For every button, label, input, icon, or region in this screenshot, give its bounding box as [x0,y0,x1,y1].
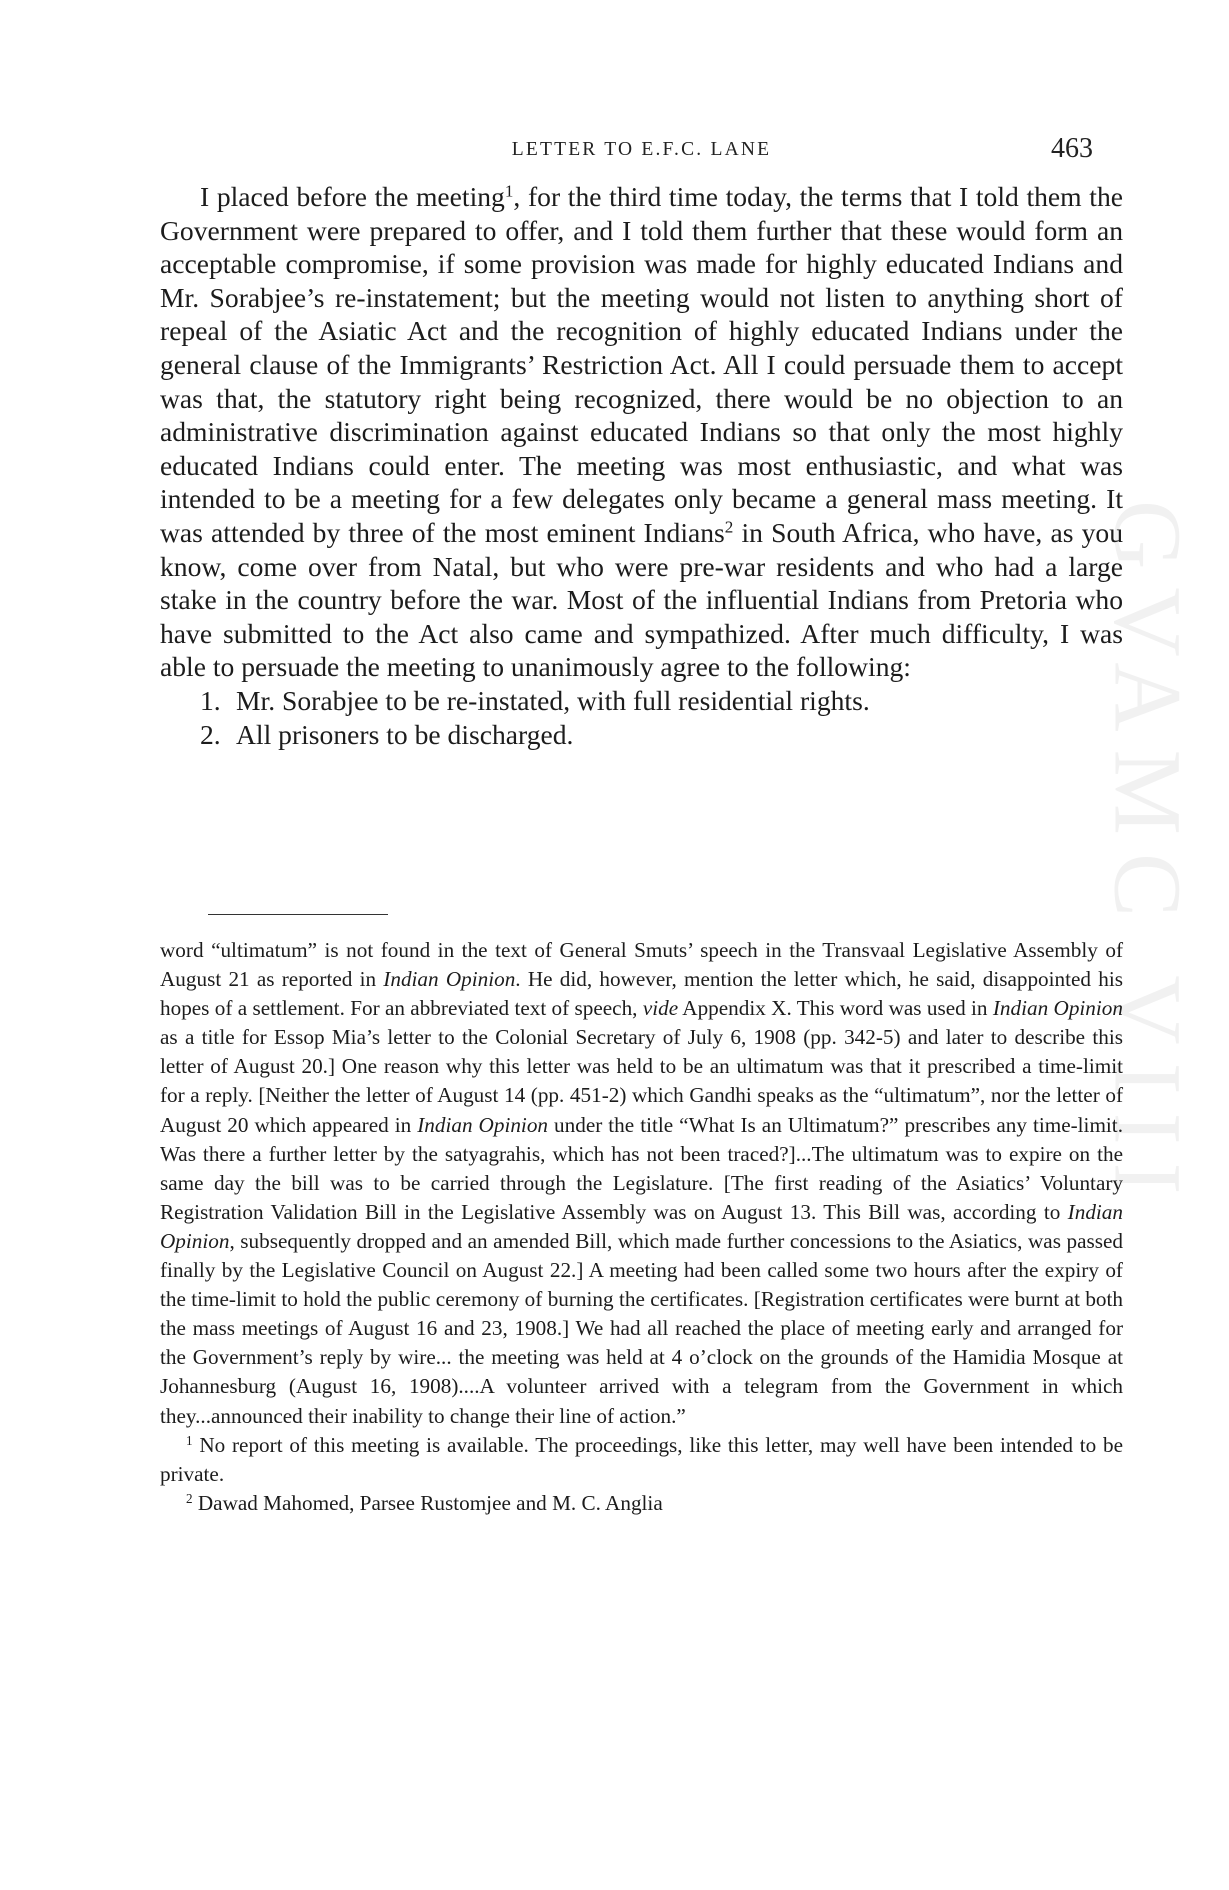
watermark-text: GVAMC VIII [1094,500,1202,1213]
footnotes [160,936,1123,1518]
footnote-text-segment: . He did, however, mention the letter which, he said, disappointed his hopes of a settlement. For an abbreviated text of speech, [160,967,1123,1021]
list-item [160,684,1123,718]
footnote-1 [160,1431,1123,1489]
publication-title: Indian Opinion [992,996,1123,1021]
publication-title: Indian Opinion [383,967,516,992]
body-text [160,180,1123,751]
footnote-text-segment: Appendix X. This word was used in [678,996,993,1021]
footnote-text-segment: word “ultimatum” is not found in the text of General Smuts’ speech in the Transvaal Legislative Assembly of August 21 as reported in [160,938,1123,992]
footnote-text-segment: under the title “What Is an Ultimatum?” prescribes any time-limit. Was there a further letter by the satyagrahis, which has not been traced?]...The ultimatum was to expire on the same day the bill was to be carried through the Legislature. [The first reading of the Asiatics’ Voluntary Registration Validation Bill in the Legislative Assembly was on August 13. This Bill was, according to [160,1112,1123,1224]
publication-title: Indian Opinion [417,1112,549,1137]
publication-title: Indian Opinion [160,1199,1123,1253]
body-text-segment: I placed before the meeting [200,181,505,212]
footnote-text-segment: , subsequently dropped and an amended Bill, which made further concessions to the Asiatics, was passed finally by the Legislative Council on August 22.] A meeting had been called some two hours after the expiry of the time-limit to hold the public ceremony of burning the certificates. [Registration certificates were burnt at both the mass meetings of August 16 and 23, 1908.] We had all reached the place of meeting early and arranged for the Government’s reply by wire... the meeting was held at 4 o’clock on the grounds of the Hamidia Mosque at Johannesburg (August 16, 1908)....A volunteer arrived with a telegram from the Government in which they...announced their inability to change their line of action.” [160,1228,1123,1428]
list-item-text: Mr. Sorabjee to be re-instated, with full residential rights. [236,684,870,716]
footnote-text-segment: as a title for Essop Mia’s letter to the Colonial Secretary of July 6, 1908 (pp. 342-5) and later to describe this letter of August 20.] One reason why this letter was held to be an ultimatum was that it prescribed a time-limit for a reply. [Neither the letter of August 14 (pp. 451-2) which Gandhi speaks as the “ultimatum”, nor the letter of August 20 which appeared in [160,1025,1123,1137]
body-text-segment: in South Africa, who have, as you know, come over from Natal, but who were pre-war residents and who had a large stake in the country before the war. Most of the influential Indians from Pretoria who have submitted to the Act also came and sympathized. After much difficulty, I was able to persuade the meeting to unanimously agree to the following: [160,516,1123,683]
demands-list [160,684,1123,751]
footnote-1-text: No report of this meeting is available. The proceedings, like this letter, may well have been intended to be private. [160,1432,1123,1486]
body-text-segment: , for the third time today, the terms that I told them the Government were prepared to offer, and I told them further that these would form an acceptable compromise, if some provision was made for highly educated Indians and Mr. Sorabjee’s re-instatement; but the meeting would not listen to anything short of repeal of the Asiatic Act and the recognition of highly educated Indians under the general clause of the Immigrants’ Restriction Act. All I could persuade them to accept was that, the statutory right being recognized, there would be no objection to an administrative discrimination against educated Indians so that only the most highly educated Indians could enter. The meeting was most enthusiastic, and what was intended to be a meeting for a few delegates only became a general mass meeting. It was attended by three of the most eminent Indians [160,181,1123,548]
list-item-number: 2. [200,718,221,750]
running-head [160,133,1123,173]
footnote-2-mark: 2 [186,1490,193,1506]
footnote-2 [160,1489,1123,1518]
page-number: 463 [1051,133,1093,164]
latin-term: vide [642,996,679,1021]
list-item-text: All prisoners to be discharged. [236,718,574,750]
footnote-1-mark: 1 [186,1432,193,1448]
footnote-continuation [160,936,1123,1431]
footnote-ref-2: 2 [724,517,734,537]
footnote-ref-1: 1 [504,181,514,201]
body-paragraph [160,180,1123,684]
running-title: LETTER TO E.F.C. LANE [511,139,772,160]
footnote-2-text: Dawad Mahomed, Parsee Rustomjee and M. C. Anglia [192,1490,663,1515]
list-item [160,718,1123,752]
list-item-number: 1. [200,684,221,716]
footnote-divider [208,914,388,915]
